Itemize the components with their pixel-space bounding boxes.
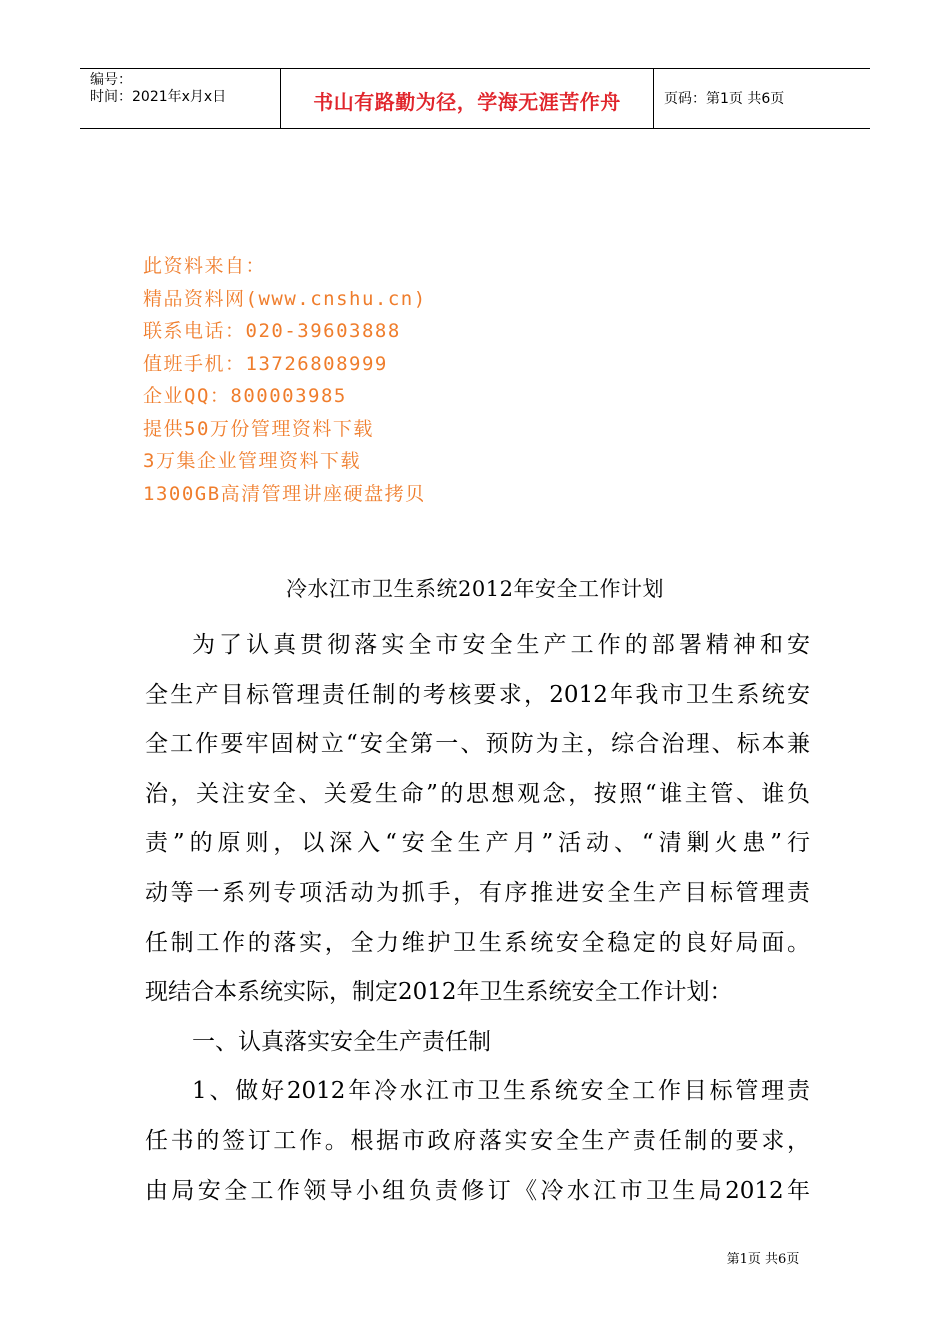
- paragraph-line: 任制工作的落实，全力维护卫生系统安全稳定的良好局面。: [145, 929, 810, 956]
- header-right-cell: [654, 69, 870, 128]
- header-left-cell: [80, 69, 281, 128]
- header-middle-cell: [281, 69, 654, 128]
- paragraph-line: 治，关注安全、关爱生命”的思想观念，按照“谁主管、谁负: [145, 780, 810, 807]
- paragraph-line: 为了认真贯彻落实全市安全生产工作的部署精神和安: [192, 632, 810, 658]
- paragraph-line: 现结合本系统实际，制定2012年卫生系统安全工作计划：: [145, 979, 733, 1006]
- page-footer: [0, 1248, 950, 1267]
- paragraph-line: 任书的签订工作。根据市政府落实安全生产责任制的要求，: [145, 1127, 810, 1154]
- ad-line-website: 精品资料网(www.cnshu.cn): [143, 287, 427, 310]
- time-label: 时间：2021年x月x日: [90, 89, 227, 105]
- header-table: [80, 68, 870, 129]
- ad-line-phone: 联系电话：020-39603888: [143, 320, 401, 342]
- ad-line: 提供50万份管理资料下载: [143, 417, 374, 440]
- ad-line: 3万集企业管理资料下载: [143, 450, 361, 472]
- paragraph-line: 1、做好2012年冷水江市卫生系统安全工作目标管理责: [192, 1078, 810, 1105]
- ad-line-mobile: 值班手机：13726808999: [143, 352, 388, 375]
- number-label: 编号：: [90, 72, 132, 88]
- section-heading: 一、认真落实安全生产责任制: [192, 1028, 491, 1055]
- ad-line: 1300GB高清管理讲座硬盘拷贝: [143, 482, 426, 505]
- document-body: [145, 621, 810, 1216]
- paragraph-line: 全生产目标管理责任制的考核要求，2012年我市卫生系统安: [145, 681, 810, 708]
- ad-line-qq: 企业QQ：800003985: [143, 385, 347, 407]
- paragraph-line: 动等一系列专项活动为抓手，有序推进安全生产目标管理责: [145, 879, 810, 906]
- paragraph-line: 由局安全工作领导小组负责修订《冷水江市卫生局2012年: [145, 1177, 810, 1204]
- source-ad-block: [143, 250, 427, 510]
- paragraph-line: 责”的原则，以深入“安全生产月”活动、“清剿火患”行: [145, 830, 810, 857]
- footer-page-info: 第1页 共6页: [726, 1252, 800, 1267]
- header-motto: 书山有路勤为径，学海无涯苦作舟: [313, 90, 621, 114]
- paragraph-line: 全工作要牢固树立“安全第一、预防为主，综合治理、标本兼: [145, 731, 810, 758]
- document-title: 冷水江市卫生系统2012年安全工作计划: [286, 577, 664, 601]
- ad-line: 此资料来自：: [143, 255, 267, 277]
- header-page-info: 页码：第1页 共6页: [664, 91, 785, 107]
